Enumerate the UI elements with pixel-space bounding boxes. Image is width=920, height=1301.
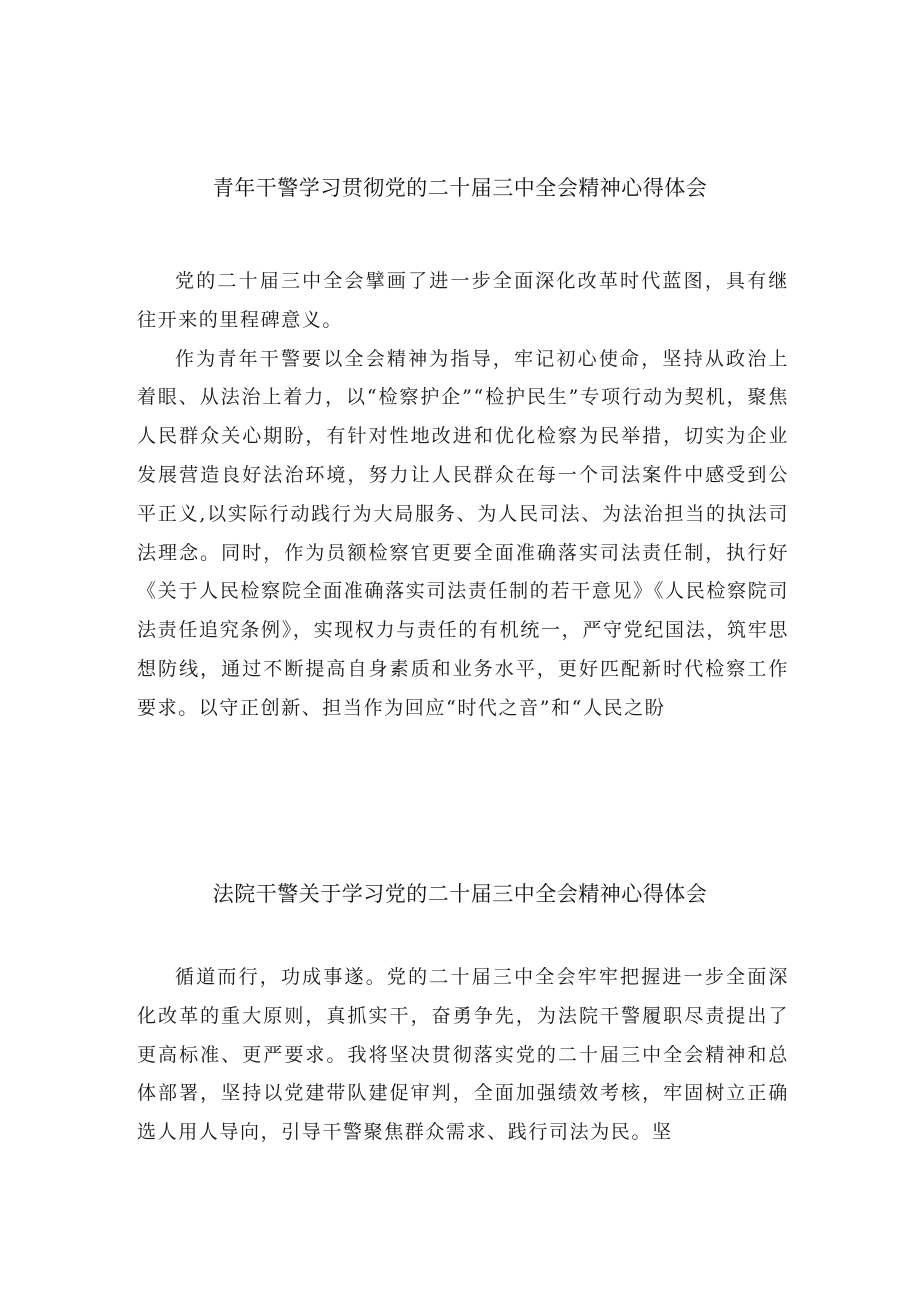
- article-1-title: 青年干警学习贯彻党的二十届三中全会精神心得体会: [212, 176, 708, 200]
- article-2-title: 法院干警关于学习党的二十届三中全会精神心得体会: [212, 882, 708, 906]
- article-1-paragraph-2: 作为青年干警要以全会精神为指导，牢记初心使命，坚持从政治上着眼、从法治上着力，以“检察护企”“检护民生”专项行动为契机，聚焦人民群众关心期盼，有针对性地改进和优化检察为民举措，切实为企业发展营造良好法治环境，努力让人民群众在每一个司法案件中感受到公平正义,以实际行动践行为大局服务、为人民司法、为法治担当的执法司法理念。同时，作为员额检察官更要全面准确落实司法责任制，执行好《关于人民检察院全面准确落实司法责任制的若干意见》《人民检察院司法责任追究条例》，实现权力与责任的有机统一，严守党纪国法，筑牢思想防线，通过不断提高自身素质和业务水平，更好匹配新时代检察工作要求。以守正创新、担当作为回应“时代之音”和“人民之盼: [137, 347, 789, 719]
- article-1-paragraph-1: 党的二十届三中全会擘画了进一步全面深化改革时代蓝图，具有继往开来的里程碑意义。: [137, 270, 789, 331]
- article-2-body: [137, 958, 789, 1152]
- article-2-paragraph-1: 循道而行，功成事遂。党的二十届三中全会牢牢把握进一步全面深化改革的重大原则，真抓实干，奋勇争先，为法院干警履职尽责提出了更高标准、更严要求。我将坚决贯彻落实党的二十届三中全会精神和总体部署，坚持以党建带队建促审判，全面加强绩效考核，牢固树立正确选人用人导向，引导干警聚焦群众需求、践行司法为民。坚: [137, 966, 789, 1144]
- article-1-body: [137, 262, 789, 728]
